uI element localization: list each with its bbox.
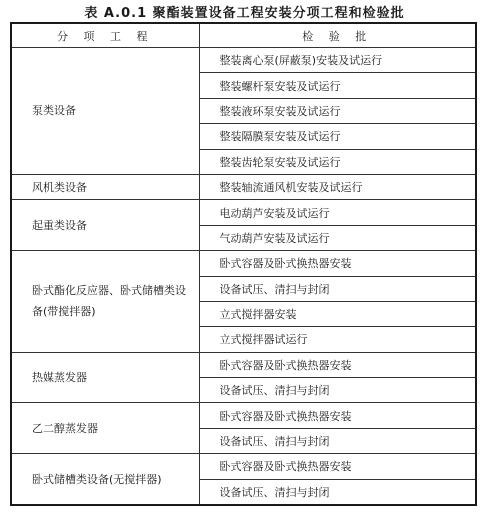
inspection-header: 检 验 批	[199, 23, 476, 48]
subproject-cell: 卧式储槽类设备(无搅拌器)	[11, 454, 199, 505]
inspection-cell: 整装隔膜泵安装及试运行	[199, 124, 476, 149]
inspection-cell: 卧式容器及卧式换热器安装	[199, 352, 476, 377]
inspection-cell: 立式搅拌器试运行	[199, 327, 476, 352]
table-row	[11, 454, 476, 479]
inspection-cell: 设备试压、清扫与封闭	[199, 276, 476, 301]
inspection-cell: 立式搅拌器安装	[199, 301, 476, 326]
table-row	[11, 48, 476, 73]
inspection-cell: 整装液环泵安装及试运行	[199, 98, 476, 123]
table-row	[11, 403, 476, 428]
table-row	[11, 174, 476, 199]
table-row	[11, 200, 476, 225]
inspection-cell: 卧式容器及卧式换热器安装	[199, 454, 476, 479]
inspection-cell: 气动葫芦安装及试运行	[199, 225, 476, 250]
subproject-header: 分 项 工 程	[11, 23, 199, 48]
inspection-cell: 整装轴流通风机安装及试运行	[199, 174, 476, 199]
inspection-cell: 整装离心泵(屏蔽泵)安装及试运行	[199, 48, 476, 73]
subproject-cell: 乙二醇蒸发器	[11, 403, 199, 454]
table-row	[11, 251, 476, 276]
table-title: 表 A.0.1 聚酯装置设备工程安装分项工程和检验批	[84, 6, 405, 21]
subproject-cell: 起重类设备	[11, 200, 199, 251]
inspection-cell: 设备试压、清扫与封闭	[199, 378, 476, 403]
table-body	[11, 48, 476, 506]
header-row	[11, 23, 476, 48]
table-row	[11, 352, 476, 377]
inspection-cell: 卧式容器及卧式换热器安装	[199, 403, 476, 428]
inspection-cell: 设备试压、清扫与封闭	[199, 479, 476, 505]
subproject-cell: 泵类设备	[11, 48, 199, 175]
inspection-cell: 整装螺杆泵安装及试运行	[199, 73, 476, 98]
inspection-cell: 电动葫芦安装及试运行	[199, 200, 476, 225]
inspection-table	[10, 22, 477, 506]
subproject-cell: 热媒蒸发器	[11, 352, 199, 403]
inspection-cell: 整装齿轮泵安装及试运行	[199, 149, 476, 174]
inspection-cell: 设备试压、清扫与封闭	[199, 428, 476, 453]
inspection-cell: 卧式容器及卧式换热器安装	[199, 251, 476, 276]
subproject-cell: 卧式酯化反应器、卧式储槽类设备(带搅拌器)	[11, 251, 199, 353]
subproject-cell: 风机类设备	[11, 174, 199, 199]
